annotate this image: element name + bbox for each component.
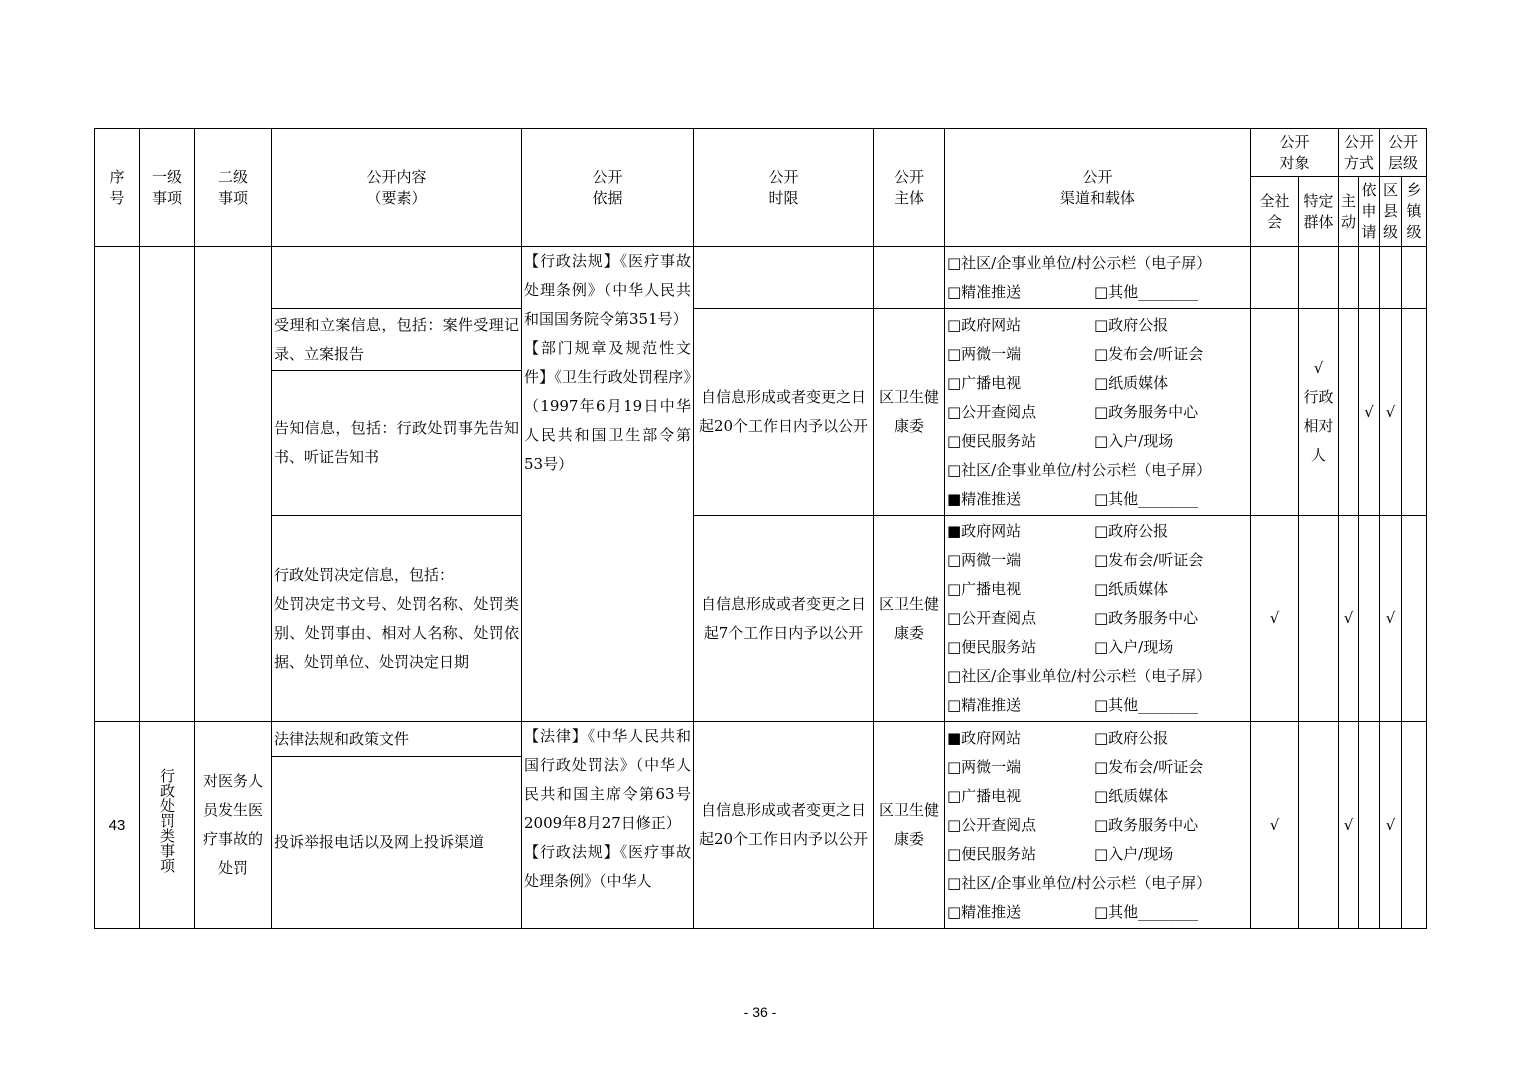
basis-cell-b: 【法律】《中华人民共和国行政处罚法》（中华人民共和国主席令第63号 2009年8月27日修正） 【行政法规】《医疗事故处理条例》（中华人 [522, 722, 694, 929]
header-level1: 一级 事项 [140, 129, 195, 247]
subject-3: 区卫生健康委 [874, 516, 945, 722]
cell-empty [1299, 516, 1339, 722]
content-laws: 法律法规和政策文件 [272, 722, 522, 757]
cell-empty [1402, 516, 1427, 722]
all-check-3: √ [1251, 516, 1299, 722]
level1-cell [140, 722, 195, 929]
channel-option: □精准推送 [947, 696, 1022, 714]
header-level-county: 区 县 级 [1380, 177, 1402, 247]
header-basis: 公开 依据 [522, 129, 694, 247]
channel-option: ■政府网站 [947, 522, 1022, 540]
channel-cell [945, 516, 1251, 722]
level1-text: 行政处罚类事项 [158, 767, 176, 873]
channel-option: □政府公报 [1094, 522, 1169, 540]
channel-line: □社区/企事业单位/村公示栏（电子屏） [947, 253, 1212, 272]
channel-option: □两微一端 [947, 757, 1022, 776]
channel-option: □两微一端 [947, 344, 1022, 363]
channel-line [947, 633, 1250, 662]
all-check-b: √ [1251, 722, 1299, 929]
channel-option: □政府公报 [1094, 315, 1169, 334]
channel-option: □公开查阅点 [947, 609, 1037, 627]
channel-option: □政务服务中心 [1094, 402, 1199, 421]
channel-line [947, 398, 1250, 427]
channel-line [947, 753, 1250, 782]
channel-option: □便民服务站 [947, 844, 1037, 863]
channel-cell [945, 309, 1251, 516]
cell-empty [1251, 309, 1299, 516]
cell-empty [1402, 722, 1427, 929]
channel-option: ■政府网站 [947, 728, 1022, 747]
channel-option: □广播电视 [947, 580, 1022, 598]
channel-line [947, 517, 1250, 546]
channel-line [947, 662, 1250, 691]
channel-line [947, 485, 1250, 514]
level2-cell: 对医务人员发生医疗事故的处罚 [195, 722, 272, 929]
channel-option: □广播电视 [947, 786, 1022, 805]
cell-empty [1402, 247, 1427, 309]
active-check-3: √ [1339, 516, 1359, 722]
channel-option: □入户/现场 [1094, 844, 1174, 863]
county-check-b: √ [1380, 722, 1402, 929]
content-complaint: 投诉举报电话以及网上投诉渠道 [272, 757, 522, 929]
channel-line [947, 691, 1250, 720]
channel-option: □精准推送 [947, 902, 1022, 921]
apply-check-1: √ [1359, 309, 1380, 516]
channel-line [947, 782, 1250, 811]
time-limit-b: 自信息形成或者变更之日起20个工作日内予以公开 [694, 722, 874, 929]
cell-level2-empty [195, 247, 272, 722]
county-check-1: √ [1380, 309, 1402, 516]
channel-option: □社区/企事业单位/村公示栏（电子屏） [947, 873, 1212, 892]
channel-option: □两微一端 [947, 551, 1022, 569]
header-method-active: 主 动 [1339, 177, 1359, 247]
header-channel: 公开 渠道和载体 [945, 129, 1251, 247]
channel-option: □其他________ [1094, 902, 1199, 921]
channel-option: □社区/企事业单位/村公示栏（电子屏） [947, 667, 1212, 685]
cell-empty [1299, 722, 1339, 929]
channel-line [947, 604, 1250, 633]
cell-empty [1359, 247, 1380, 309]
channel-line [947, 427, 1250, 456]
cell-empty [1402, 309, 1427, 516]
cell-empty [1339, 309, 1359, 516]
channel-line [947, 840, 1250, 869]
channel-option: □广播电视 [947, 373, 1022, 392]
header-level: 公开 层级 [1380, 129, 1427, 177]
header-time-limit: 公开 时限 [694, 129, 874, 247]
channel-line [947, 869, 1250, 898]
disclosure-table [94, 128, 1427, 929]
header-level-town: 乡 镇 级 [1402, 177, 1427, 247]
header-subject: 公开 主体 [874, 129, 945, 247]
channel-line [947, 456, 1250, 485]
channel-option: □社区/企事业单位/村公示栏（电子屏） [947, 460, 1212, 479]
channel-option: □政府网站 [947, 315, 1022, 334]
channel-option: □便民服务站 [947, 638, 1037, 656]
active-check-b: √ [1339, 722, 1359, 929]
header-content: 公开内容 （要素） [272, 129, 522, 247]
channel-cell [945, 722, 1251, 929]
channel-option: □其他________ [1094, 489, 1199, 508]
channel-line [947, 311, 1250, 340]
channel-option: □公开查阅点 [947, 815, 1037, 834]
content-acceptance: 受理和立案信息，包括：案件受理记录、立案报告 [272, 309, 522, 371]
channel-line [947, 811, 1250, 840]
channel-line: □精准推送 □其他________ [947, 282, 1199, 301]
channel-option: □便民服务站 [947, 431, 1037, 450]
channel-option: □发布会/听证会 [1094, 757, 1204, 776]
content-decision: 行政处罚决定信息，包括： 处罚决定书文号、处罚名称、处罚类别、处罚事由、相对人名称、处罚依据、处罚单位、处罚决定日期 [272, 516, 522, 722]
cell-empty [1299, 247, 1339, 309]
basis-cell: 【行政法规】《医疗事故处理条例》（中华人民共和国国务院令第351号） 【部门规章及规范性文件】《卫生行政处罚程序》（1997年6月19日中华人民共和国卫生部令第53号） [522, 247, 694, 722]
header-target: 公开 对象 [1251, 129, 1339, 177]
channel-option: □入户/现场 [1094, 638, 1174, 656]
channel-option: □发布会/听证会 [1094, 344, 1204, 363]
channel-line [947, 575, 1250, 604]
cell-time-empty [694, 247, 874, 309]
time-limit-3: 自信息形成或者变更之日起7个工作日内予以公开 [694, 516, 874, 722]
target-specific-1: √ 行政 相对 人 [1299, 309, 1339, 516]
channel-line [947, 369, 1250, 398]
cell-empty [1251, 247, 1299, 309]
header-target-all: 全社 会 [1251, 177, 1299, 247]
channel-line [947, 724, 1250, 753]
header-target-specific: 特定 群体 [1299, 177, 1339, 247]
channel-option: □政府公报 [1094, 728, 1169, 747]
channel-option: □发布会/听证会 [1094, 551, 1204, 569]
subject-1: 区卫生健康委 [874, 309, 945, 516]
cell-seq-empty [95, 247, 140, 722]
page-number: - 36 - [743, 1004, 777, 1020]
cell-subject-empty [874, 247, 945, 309]
header-seq: 序 号 [95, 129, 140, 247]
subject-b: 区卫生健康委 [874, 722, 945, 929]
time-limit-1: 自信息形成或者变更之日起20个工作日内予以公开 [694, 309, 874, 516]
county-check-3: √ [1380, 516, 1402, 722]
channel-option: □其他________ [1094, 696, 1199, 714]
channel-option: □公开查阅点 [947, 402, 1037, 421]
cell-level1-empty [140, 247, 195, 722]
cell-empty [1359, 722, 1380, 929]
channel-option: □政务服务中心 [1094, 815, 1199, 834]
channel-option: □纸质媒体 [1094, 786, 1169, 805]
cell-empty [1339, 247, 1359, 309]
channel-option: □政务服务中心 [1094, 609, 1199, 627]
cell-empty [1380, 247, 1402, 309]
channel-line [947, 340, 1250, 369]
cell-empty [1359, 516, 1380, 722]
channel-option: □入户/现场 [1094, 431, 1174, 450]
header-method-apply: 依 申 请 [1359, 177, 1380, 247]
channel-line [947, 898, 1250, 927]
channel-line [947, 546, 1250, 575]
channel-option: ■精准推送 [947, 489, 1022, 508]
header-level2: 二级 事项 [195, 129, 272, 247]
channel-option: □纸质媒体 [1094, 373, 1169, 392]
header-method: 公开 方式 [1339, 129, 1380, 177]
channel-cell [945, 247, 1251, 309]
channel-option: □纸质媒体 [1094, 580, 1169, 598]
cell-content-empty [272, 247, 522, 309]
content-notification: 告知信息，包括：行政处罚事先告知书、听证告知书 [272, 371, 522, 516]
seq-43: 43 [95, 722, 140, 929]
